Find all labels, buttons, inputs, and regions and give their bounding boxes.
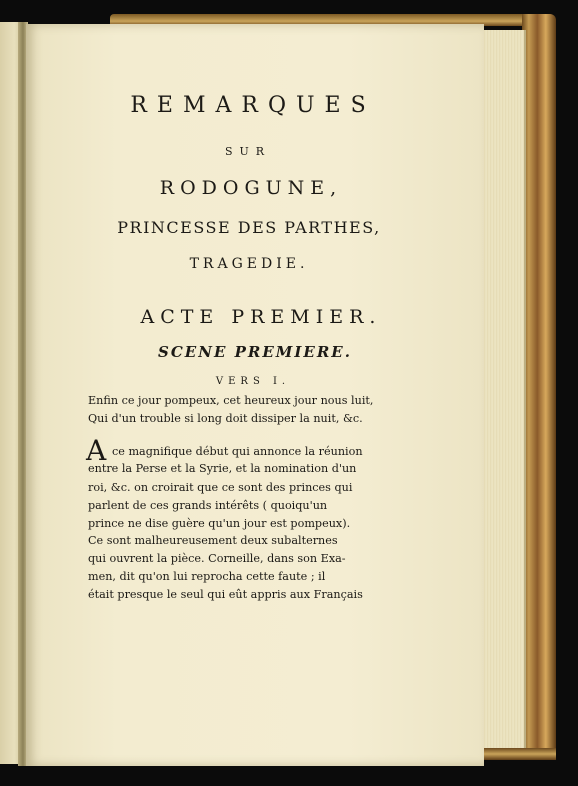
title-rodogune: RODOGUNE, (159, 177, 343, 199)
title-tragedie: TRAGEDIE. (189, 256, 309, 272)
act-heading: ACTE PREMIER. (140, 306, 382, 328)
body-line: était presque le seul qui eût appris aux Français (88, 588, 363, 601)
verse-label: VERS I. (215, 376, 291, 387)
body-line: parlent de ces grands intérêts ( quoiqu'un (88, 499, 328, 512)
body-line: entre la Perse et la Syrie, et la nomination d'un (88, 462, 357, 475)
body-line: qui ouvrent la pièce. Corneille, dans son Exa- (88, 552, 346, 565)
title-remarques: REMARQUES (130, 93, 376, 118)
body-line: roi, &c. on croirait que ce sont des princes qui (88, 481, 353, 494)
body-line: men, dit qu'on lui reprocha cette faute ; il (88, 570, 326, 583)
body-line: prince ne dise guère qu'un jour est pompeux). (88, 517, 351, 530)
title-sur: SUR (224, 145, 272, 158)
drop-cap: A (86, 434, 107, 467)
body-line: Ce sont malheureusement deux subalternes (88, 534, 338, 547)
page-edges (482, 30, 526, 754)
book-binding (522, 14, 556, 758)
verse-line-2: Qui d'un trouble si long doit dissiper la nuit, &c. (88, 412, 363, 425)
scene-heading: SCENE PREMIERE. (158, 343, 352, 361)
body-line: ce magnifique début qui annonce la réunion (112, 445, 363, 458)
title-princesse: PRINCESSE DES PARTHES, (117, 218, 381, 237)
verse-line-1: Enfin ce jour pompeux, cet heureux jour nous luit, (88, 394, 374, 407)
